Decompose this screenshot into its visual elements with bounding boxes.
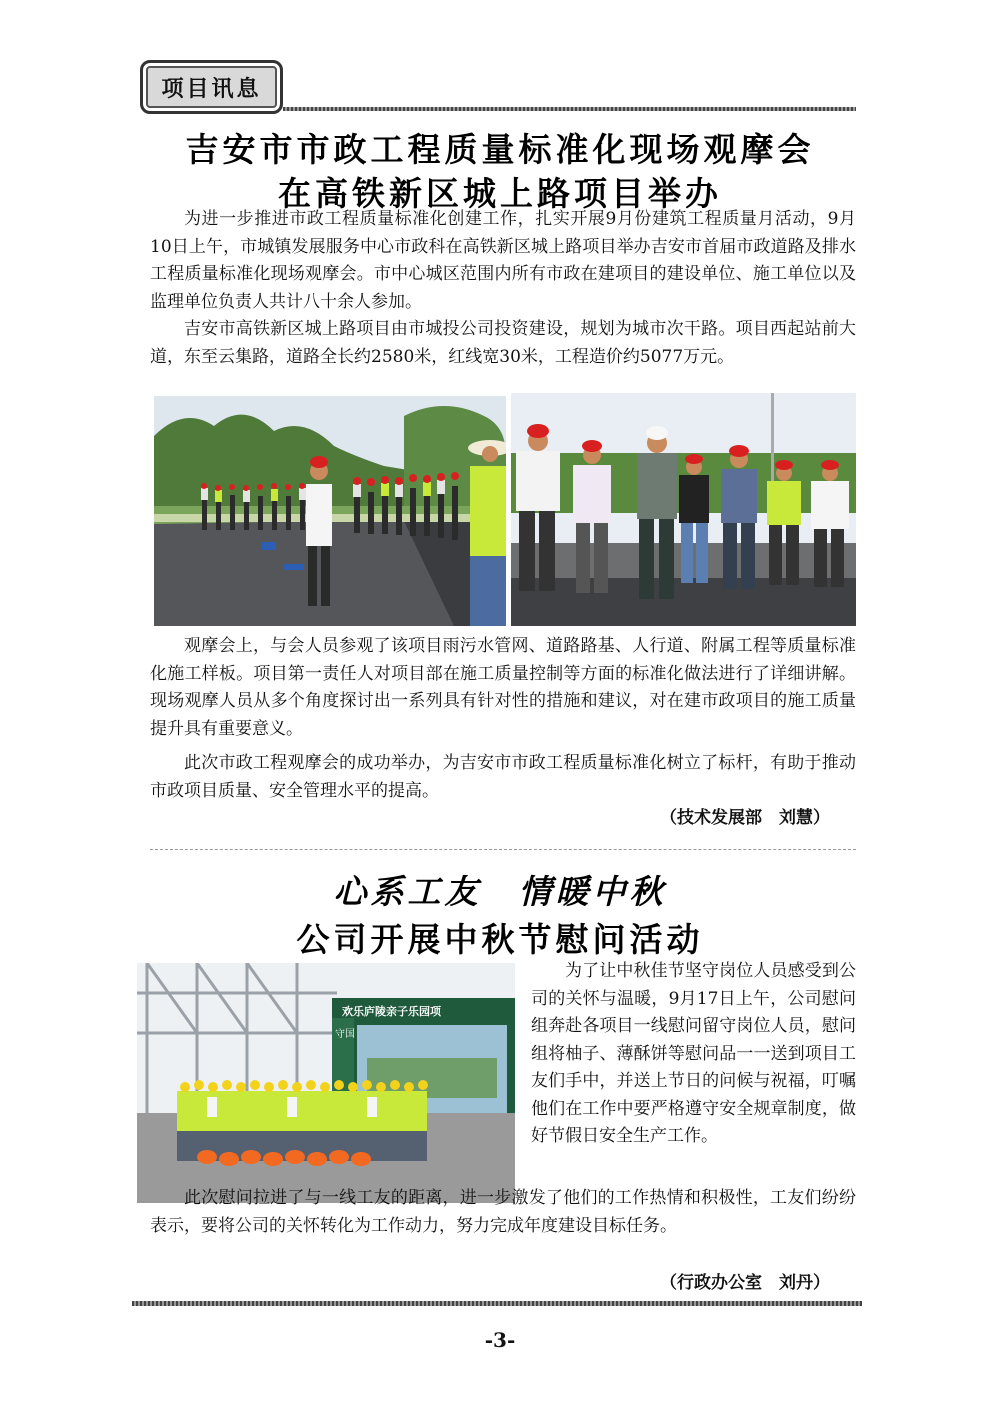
article1-byline: （技术发展部 刘慧） (660, 808, 830, 828)
photo-sign-text: 欢乐庐陵亲子乐园项 (342, 1005, 441, 1018)
article2-byline: （行政办公室 刘丹） (660, 1273, 830, 1293)
article1-paragraph-2: 吉安市高铁新区城上路项目由市城投公司投资建设，规划为城市次干路。项目西起站前大道，东至云集路，道路全长约2580米，红线宽30米，工程造价约5077万元。 (150, 319, 856, 367)
site-photo-road (154, 396, 506, 626)
article2-title-line2: 公司开展中秋节慰问活动 (296, 920, 704, 959)
site-photo-officials (511, 393, 856, 626)
page-number: -3- (484, 1328, 516, 1352)
article2-paragraph-2: 此次慰问拉进了与一线工友的距离，进一步激发了他们的工作热情和积极性，工友们纷纷表示，要将公司的关怀转化为工作动力，努力完成年度建设目标任务。 (150, 1188, 856, 1236)
article1-paragraph-1: 为进一步推进市政工程质量标准化创建工作，扎实开展9月份建筑工程质量月活动，9月10日上午，市城镇发展服务中心市政科在高铁新区城上路项目举办吉安市首届市政道路及排水工程质量标准化现场观摩会。市中心城区范围内所有市政在建项目的建设单位、施工单位以及监理单位负责人共计八十余人参加。 (150, 209, 856, 312)
section-label: 项目讯息 (161, 76, 262, 102)
footer-rule (132, 1301, 862, 1306)
photo-board-text: 守国 (335, 1029, 355, 1040)
workers-group-photo (137, 963, 515, 1203)
article1-paragraph-4: 此次市政工程观摩会的成功举办，为吉安市市政工程质量标准化树立了标杆，有助于推动市政项目质量、安全管理水平的提高。 (150, 753, 856, 801)
article1-paragraph-3: 观摩会上，与会人员参观了该项目雨污水管网、道路路基、人行道、附属工程等质量标准化施工样板。项目第一责任人对项目部在施工质量控制等方面的标准化做法进行了详细讲解。现场观摩人员从多个角度探讨出一系列具有针对性的措施和建议，对在建市政项目的施工质量提升具有重要意义。 (150, 636, 856, 739)
article2-paragraph-1: 为了让中秋佳节坚守岗位人员感受到公司的关怀与温暖，9月17日上午，公司慰问组奔赴各项目一线慰问留守岗位人员，慰问组将柚子、薄酥饼等慰问品一一送到项目工友们手中，并送上节日的问候与祝福，叮嘱他们在工作中要严格遵守安全规章制度，做好节假日安全生产工作。 (531, 961, 856, 1146)
header-rule (283, 107, 856, 111)
section-divider (150, 849, 856, 850)
article2-title-line1: 心系工友 情暖中秋 (333, 872, 667, 911)
section-tab (140, 60, 283, 114)
article1-title-line2: 在高铁新区城上路项目举办 (278, 174, 722, 213)
article1-title-line1: 吉安市市政工程质量标准化现场观摩会 (185, 130, 815, 169)
